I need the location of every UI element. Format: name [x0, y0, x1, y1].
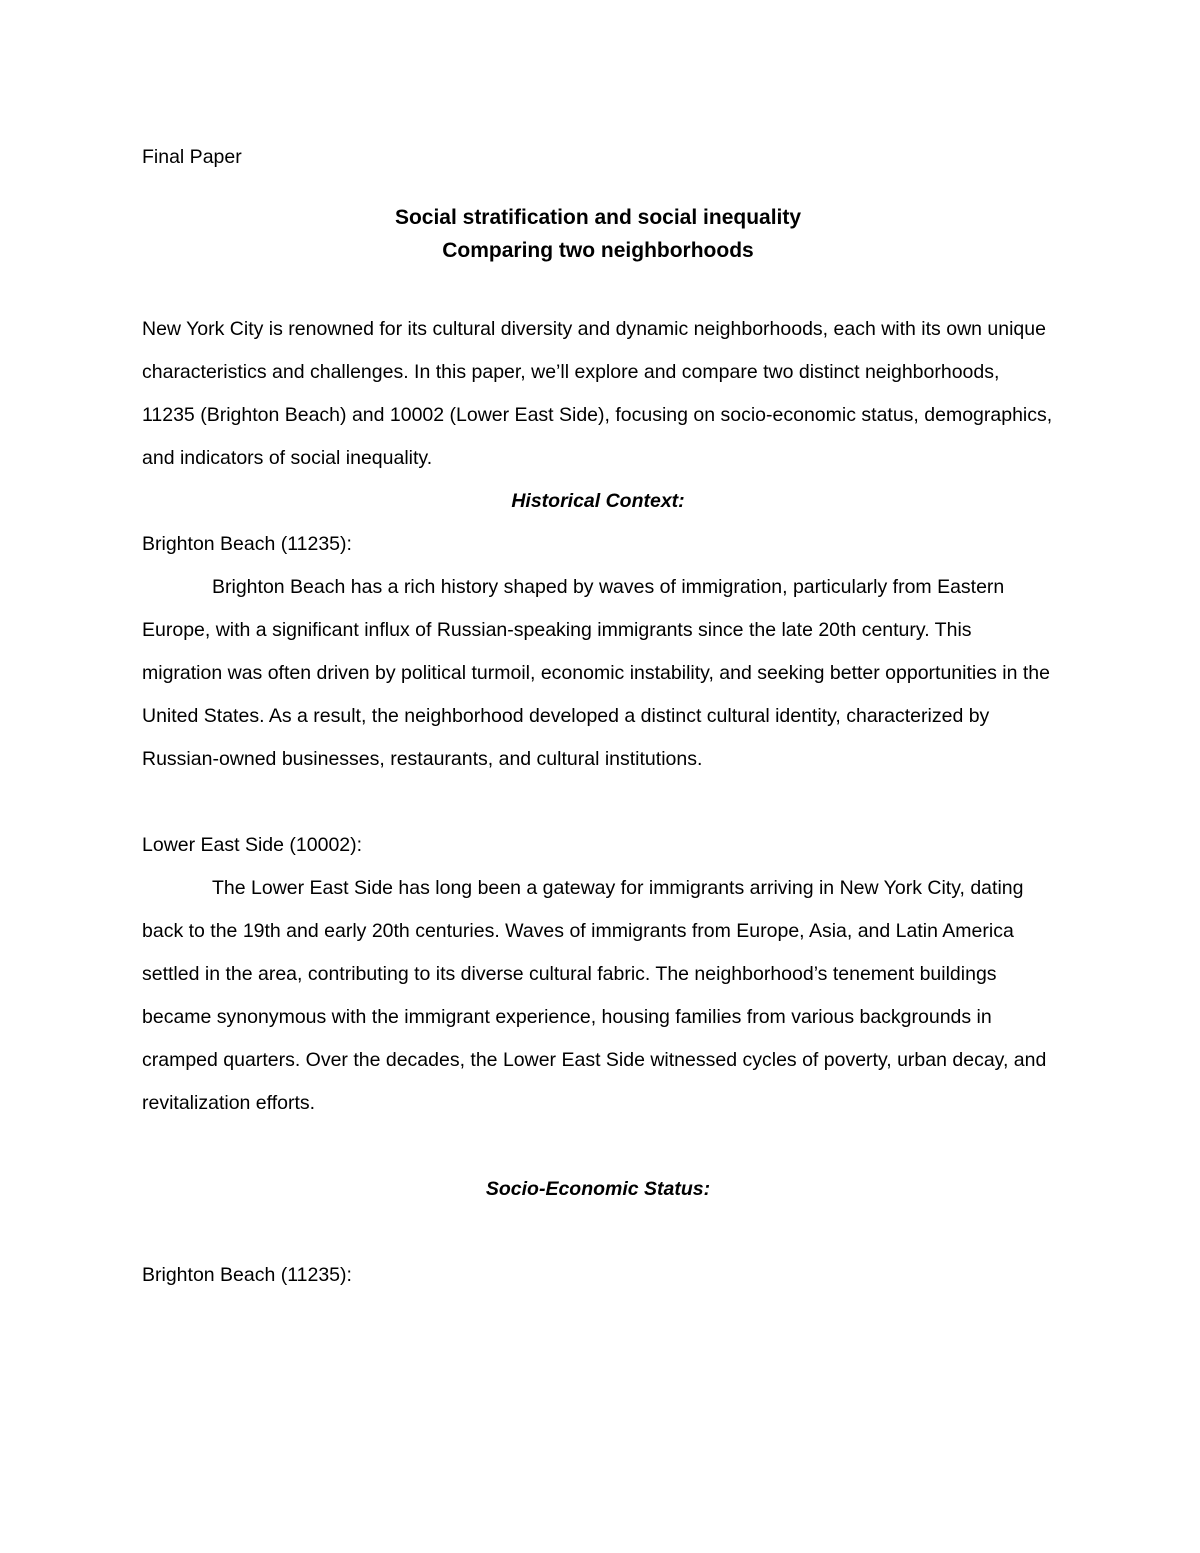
brighton-beach-label: Brighton Beach (11235): — [142, 533, 352, 555]
section-heading-historical-context: Historical Context: — [511, 490, 685, 512]
title-line-2: Comparing two neighborhoods — [442, 239, 754, 262]
title-line-1: Social stratification and social inequality — [394, 206, 802, 229]
blank-line — [142, 1211, 1054, 1254]
intro-paragraph: New York City is renowned for its cultural diversity and dynamic neighborhoods, each with its own unique characteristics and challenges. In this paper, we’ll explore and compare two distinct neighborhoods, 11235 (Brighton Beach) and 10002 (Lower East Side), focusing on socio-economic status, demographics, and indicators of social inequality. — [142, 318, 1053, 469]
brighton-beach-history-paragraph: Brighton Beach has a rich history shaped by waves of immigration, particularly from Eastern Europe, with a significant influx of Russian-speaking immigrants since the late 20th century. This migration was often driven by political turmoil, economic instability, and seeking better opportunities in the United States. As a result, the neighborhood developed a distinct cultural identity, characterized by Russian-owned businesses, restaurants, and cultural institutions. — [142, 576, 1050, 770]
blank-line — [142, 1125, 1054, 1168]
paper-label: Final Paper — [142, 146, 242, 168]
blank-line — [142, 781, 1054, 824]
document-body — [142, 136, 1054, 1297]
lower-east-side-label: Lower East Side (10002): — [142, 834, 363, 856]
brighton-beach-label-2: Brighton Beach (11235): — [142, 1264, 352, 1286]
paper-title — [142, 201, 1054, 267]
spacer — [142, 267, 1054, 308]
section-heading-socio-economic-status: Socio-Economic Status: — [485, 1178, 711, 1200]
lower-east-side-history-paragraph: The Lower East Side has long been a gateway for immigrants arriving in New York City, dating back to the 19th and early 20th centuries. Waves of immigrants from Europe, Asia, and Latin America settled in the area, contributing to its diverse cultural fabric. The neighborhood’s tenement buildings became synonymous with the immigrant experience, housing families from various backgrounds in cramped quarters. Over the decades, the Lower East Side witnessed cycles of poverty, urban decay, and revitalization efforts. — [142, 877, 1047, 1114]
